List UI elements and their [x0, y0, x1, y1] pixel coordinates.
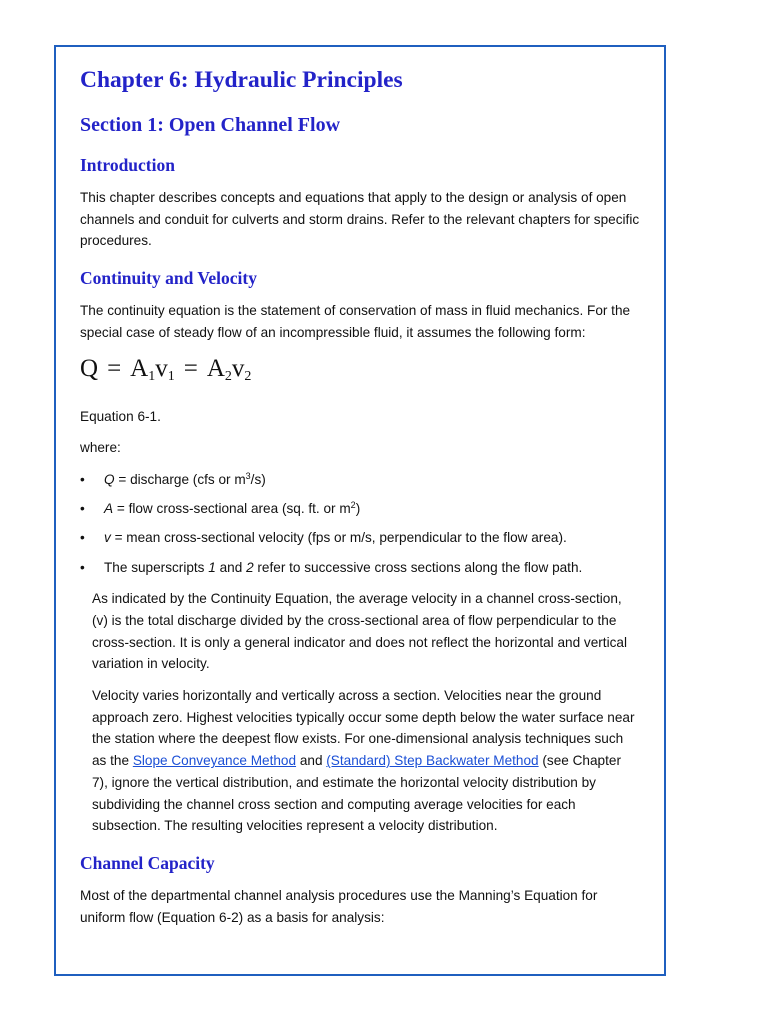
velocity-paragraph-2: Velocity varies horizontally and vertically across a section. Velocities near the ground approach zero. Highest velocities typically occur some depth below the water surface near the station where the deepest flow exists. For one-dimensional analysis techniques such as the Slope Conveyance Method and (Standard) Step Backwater Method (see Chapter 7), ignore the vertical distribution, and estimate the horizontal velocity distribution by subdividing the channel cross section and computing average velocities for each subsection. The resulting velocities represent a velocity distribution.: [92, 688, 635, 834]
document-content: [80, 65, 640, 938]
eq-a2: A: [206, 354, 225, 382]
channel-capacity-text: Most of the departmental channel analysis procedures use the Manning’s Equation for uniform flow (Equation 6-2) as a basis for analysis:: [80, 887, 598, 925]
symbol-v: v: [104, 530, 111, 546]
symbol-a: A: [104, 501, 114, 517]
eq-equals-1: =: [107, 354, 122, 382]
eq-v1: v: [155, 354, 168, 382]
eq-v2: v: [231, 354, 245, 382]
eq-a1-sub: 1: [148, 368, 156, 384]
bullet-icon: •: [80, 501, 85, 517]
eq-v2-sub: 2: [244, 368, 252, 384]
eq-q: Q: [80, 354, 99, 382]
where-label: where:: [80, 440, 121, 456]
eq-equals-2: =: [183, 354, 198, 382]
section-title: Section 1: Open Channel Flow: [80, 114, 341, 136]
bullet-icon: •: [80, 471, 85, 487]
list-item: • The superscripts 1 and 2 refer to successive cross sections along the flow path.: [80, 557, 640, 579]
introduction-heading: Introduction: [80, 155, 175, 175]
velocity-paragraph-1: As indicated by the Continuity Equation, the average velocity in a channel cross-section, (v) is the total discharge divided by the cross-sectional area of flow perpendicular to the cross-section. It is only a general indicator and does not reflect the horizontal and vertical variation in velocity.: [92, 591, 627, 672]
channel-capacity-heading: Channel Capacity: [80, 852, 215, 873]
bullet-icon: •: [80, 530, 85, 546]
equation-label: Equation 6-1.: [80, 408, 161, 424]
page-frame: [54, 45, 666, 976]
variable-definitions: [80, 469, 640, 578]
introduction-text: This chapter describes concepts and equations that apply to the design or analysis of open channels and conduit for culverts and storm drains. Refer to the relevant chapters for specific procedures.: [80, 190, 640, 249]
step-backwater-link[interactable]: (Standard) Step Backwater Method: [326, 753, 539, 769]
eq-a2-sub: 2: [224, 368, 232, 384]
continuity-equation: [80, 354, 640, 392]
symbol-q: Q: [104, 471, 115, 487]
slope-conveyance-link[interactable]: Slope Conveyance Method: [132, 753, 297, 769]
list-item: • v = mean cross-sectional velocity (fps or m/s, perpendicular to the flow area).: [80, 527, 640, 549]
continuity-heading: Continuity and Velocity: [80, 268, 257, 289]
list-item: • Q = discharge (cfs or $m^3/s$): [80, 469, 640, 491]
eq-a1: A: [130, 354, 149, 382]
list-item: • A = flow cross-sectional area (sq. ft. or $m^2$): [80, 498, 640, 520]
bullet-icon: •: [80, 559, 85, 575]
chapter-title: Chapter 6: Hydraulic Principles: [80, 67, 403, 93]
eq-v1-sub: 1: [167, 368, 175, 384]
indented-paragraphs: [80, 588, 640, 837]
continuity-text: The continuity equation is the statement of conservation of mass in fluid mechanics. For the special case of steady flow of an incompressible fluid, it assumes the following form:: [80, 303, 631, 340]
